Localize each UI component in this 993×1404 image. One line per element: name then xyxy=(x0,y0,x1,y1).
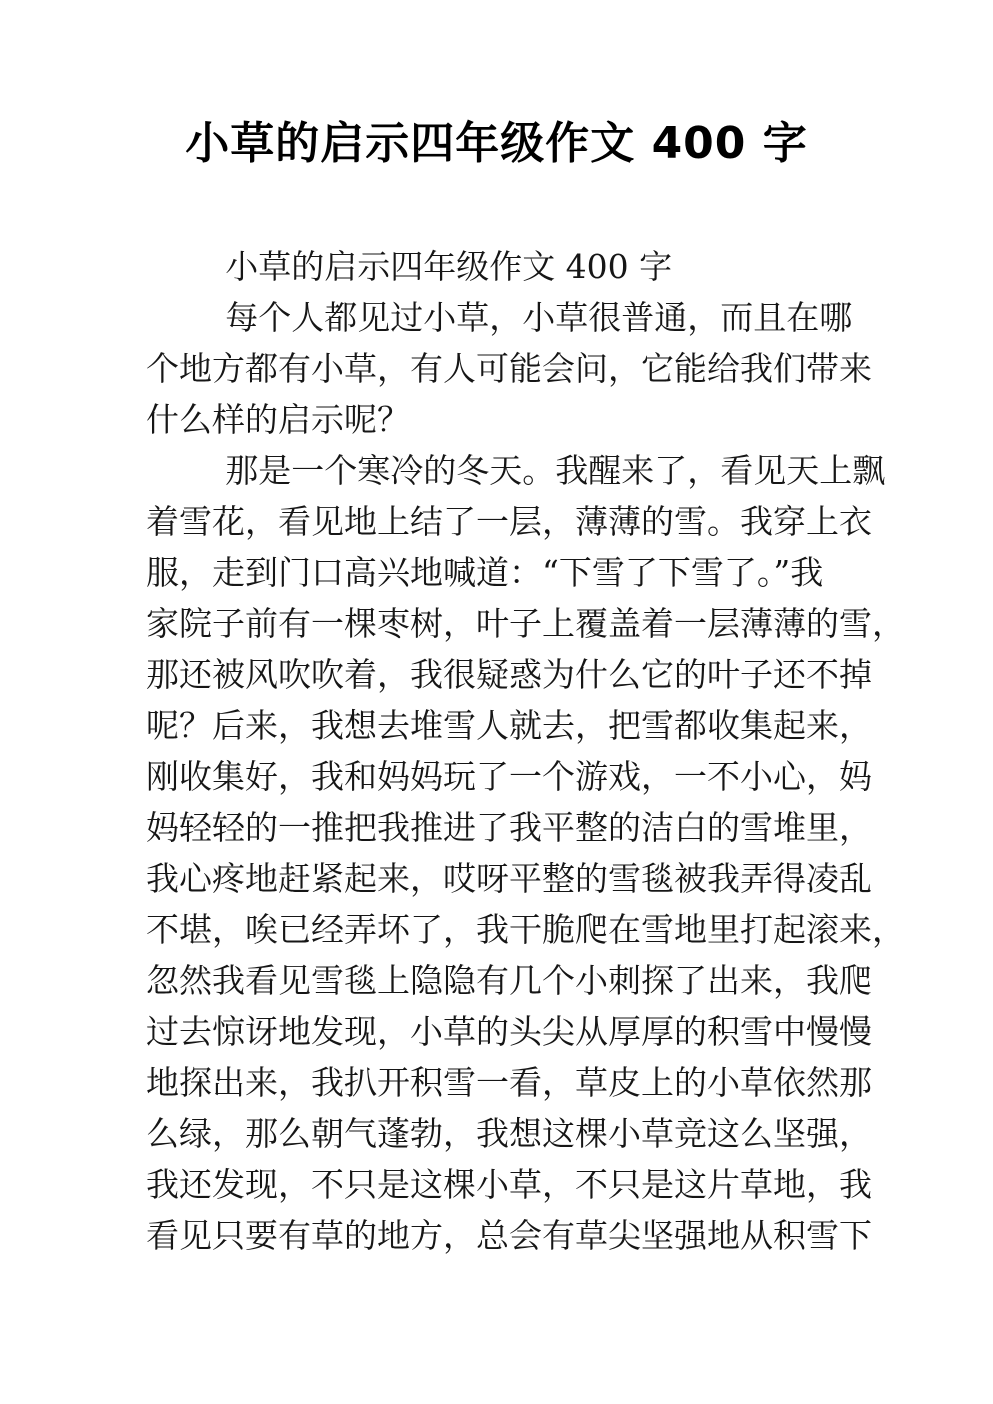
text-line: 刚收集好，我和妈妈玩了一个游戏，一不小心，妈 xyxy=(146,756,872,796)
text-line: 什么样的启示呢？ xyxy=(146,399,410,439)
text-line: 家院子前有一棵枣树，叶子上覆盖着一层薄薄的雪， xyxy=(146,603,905,643)
paragraph-1 xyxy=(146,241,878,292)
text-line: 忽然我看见雪毯上隐隐有几个小刺探了出来，我爬 xyxy=(146,960,872,1000)
text-line: 着雪花，看见地上结了一层，薄薄的雪。我穿上衣 xyxy=(146,501,872,541)
text-line: 小草的启示四年级作文 400 字 xyxy=(225,246,673,286)
document-body xyxy=(146,241,905,1261)
text-line: 过去惊讶地发现，小草的头尖从厚厚的积雪中慢慢 xyxy=(146,1011,872,1051)
paragraph-3 xyxy=(146,445,905,1261)
paragraph-2 xyxy=(146,292,878,445)
text-line: 我心疼地赶紧起来，哎呀平整的雪毯被我弄得凌乱 xyxy=(146,858,872,898)
text-line: 看见只要有草的地方，总会有草尖坚强地从积雪下 xyxy=(146,1215,872,1255)
text-line: 个地方都有小草，有人可能会问，它能给我们带来 xyxy=(146,348,872,388)
text-line: 妈轻轻的一推把我推进了我平整的洁白的雪堆里， xyxy=(146,807,872,847)
text-line: 我还发现，不只是这棵小草，不只是这片草地，我 xyxy=(146,1164,872,1204)
text-line: 不堪，唉已经弄坏了，我干脆爬在雪地里打起滚来， xyxy=(146,909,905,949)
text-line: 那是一个寒冷的冬天。我醒来了，看见天上飘 xyxy=(225,450,886,490)
text-line: 每个人都见过小草，小草很普通，而且在哪 xyxy=(225,297,853,337)
text-line: 么绿，那么朝气蓬勃，我想这棵小草竞这么坚强， xyxy=(146,1113,872,1153)
text-line: 呢？后来，我想去堆雪人就去，把雪都收集起来， xyxy=(146,705,872,745)
document-title: 小草的启示四年级作文 400 字 xyxy=(185,118,808,169)
text-line: 服，走到门口高兴地喊道：“下雪了下雪了。”我 xyxy=(146,552,824,592)
text-line: 地探出来，我扒开积雪一看，草皮上的小草依然那 xyxy=(146,1062,872,1102)
text-line: 那还被风吹吹着，我很疑惑为什么它的叶子还不掉 xyxy=(146,654,872,694)
